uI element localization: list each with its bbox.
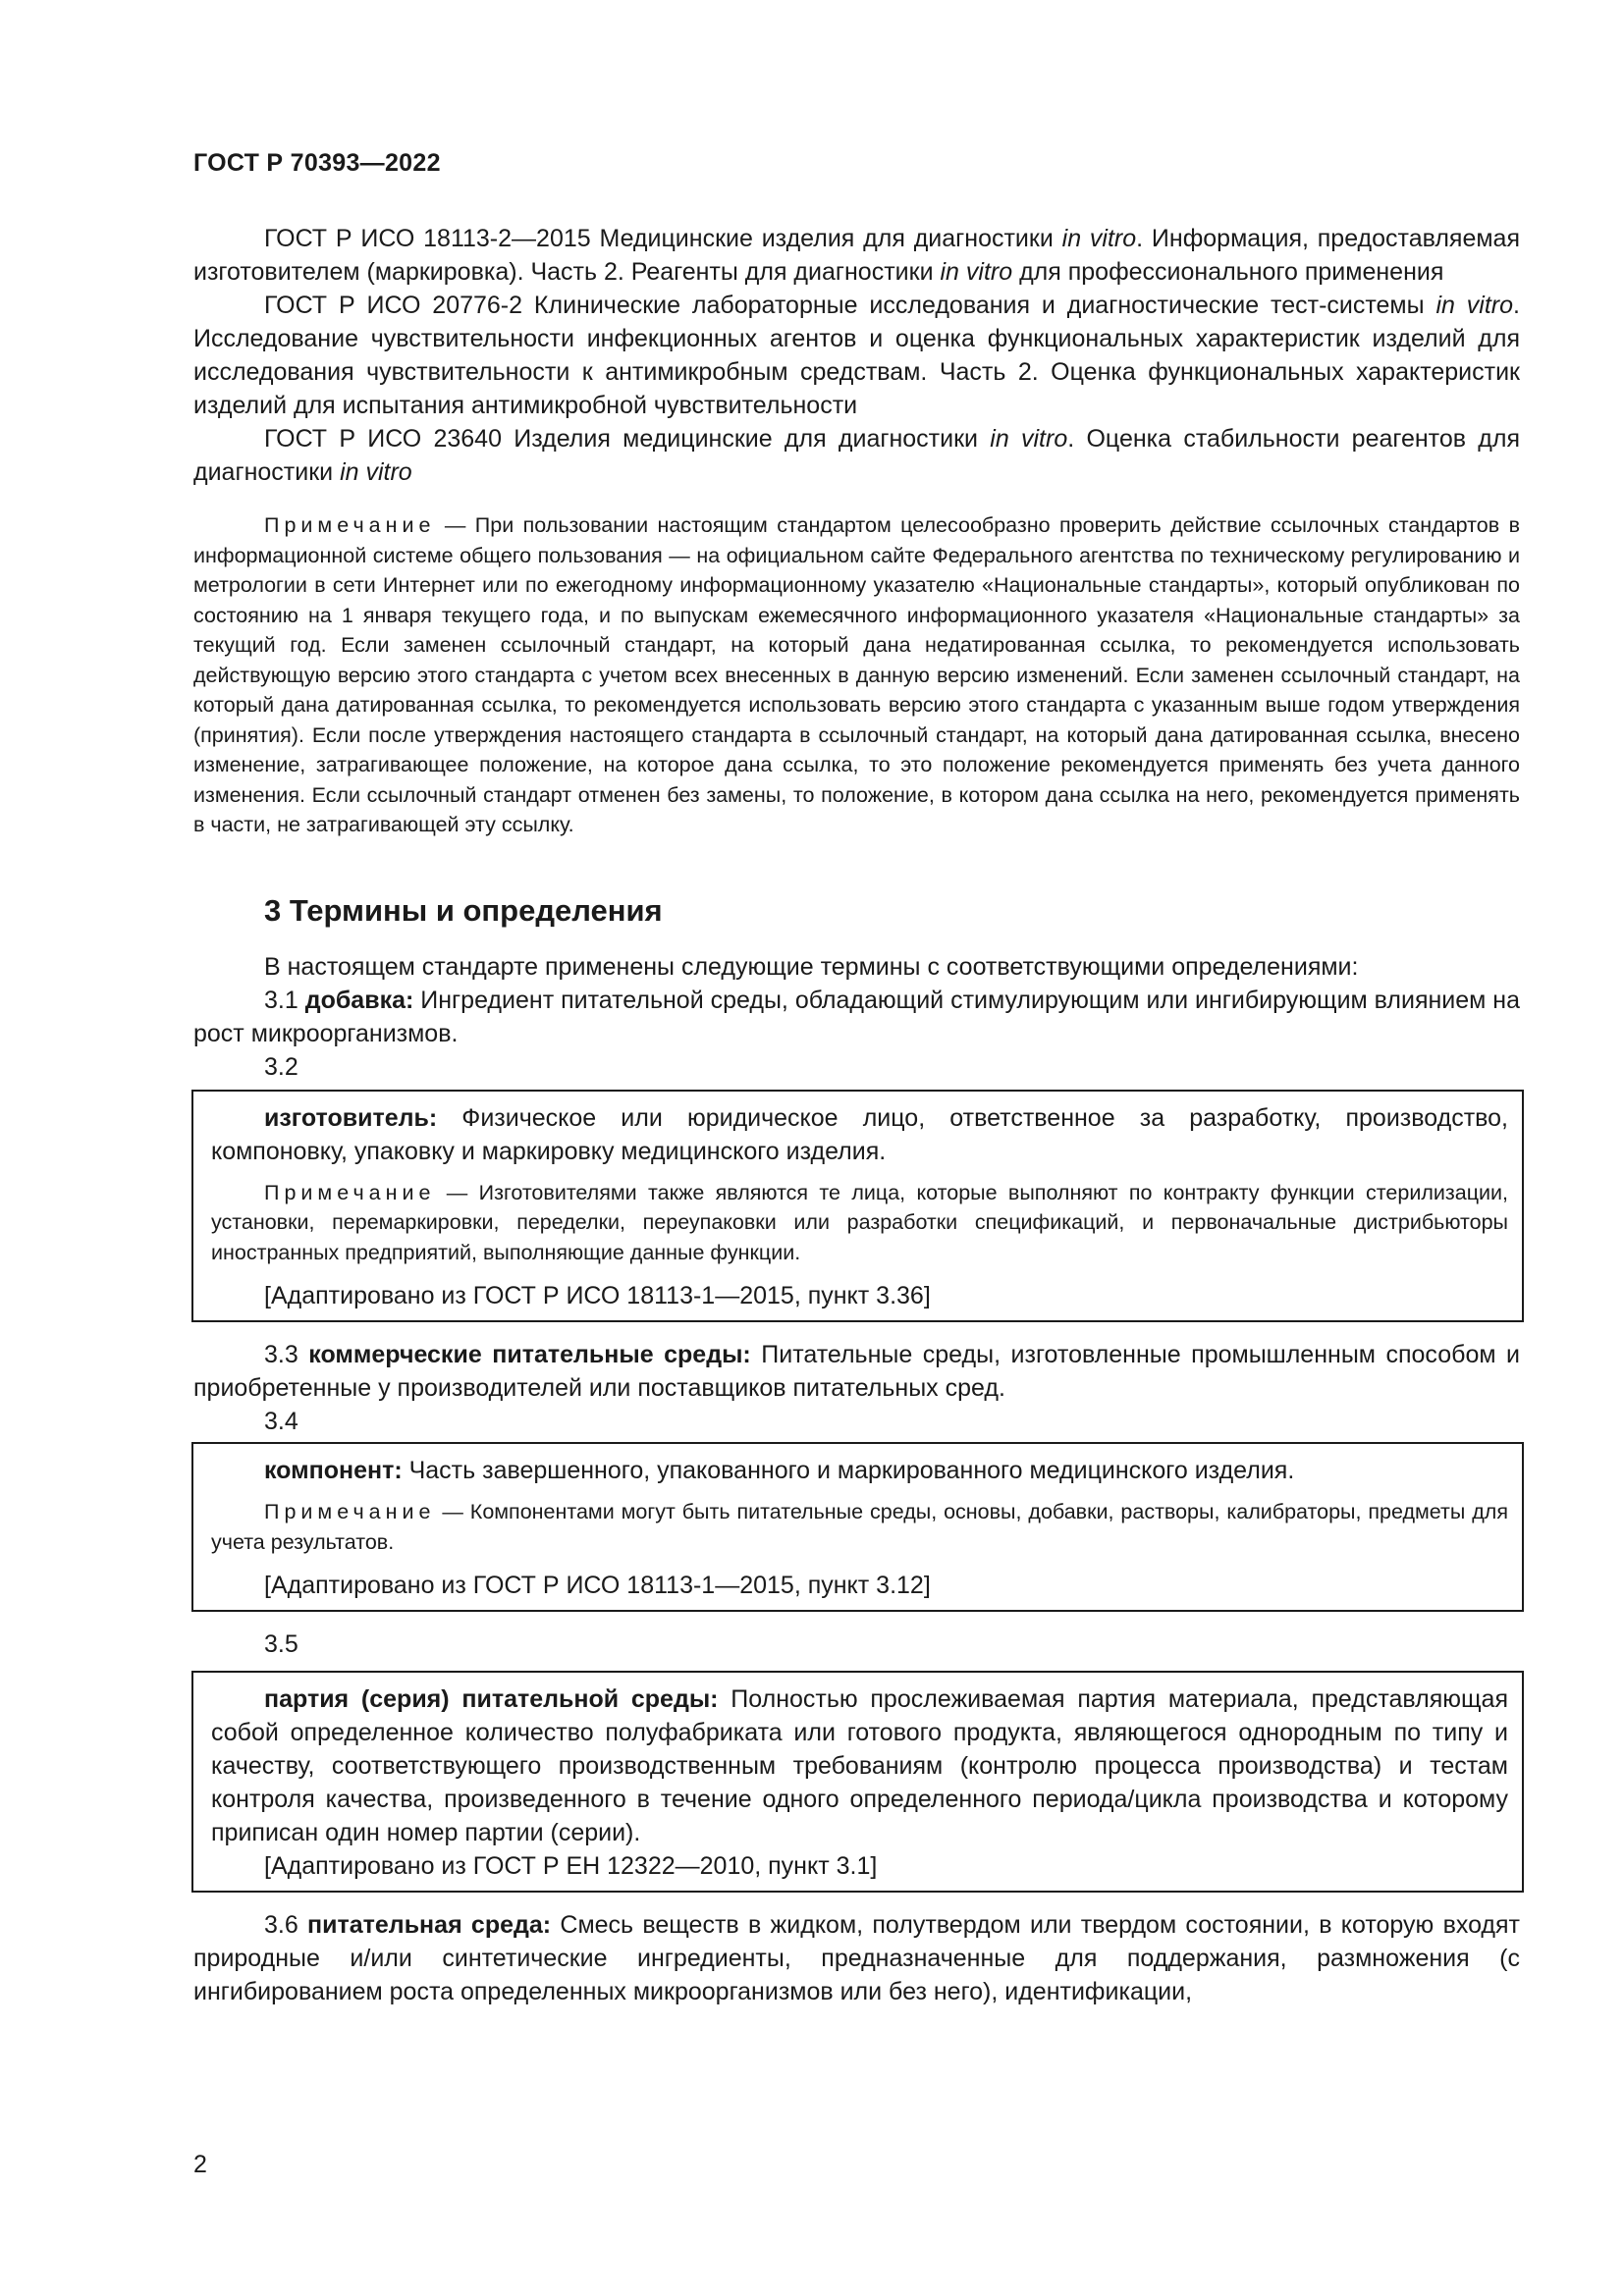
term-definition: Полностью прослеживаемая партия материала, представляющая собой определенное количество полуфабриката или готового продукта, являющегося однородным по типу и качеству, соответствующего производственным требованиям (контролю процесса производства) и тестам контроля качества, произведенного в течение одного определенного периода/цикла производства и которому приписан один номер партии (серии). [211,1685,1508,1846]
term-box-3-4 [191,1442,1524,1612]
term-3-3 [193,1338,1520,1405]
term-3-6 [193,1908,1520,2008]
term-number: 3.1 [264,986,305,1014]
term-name: коммерческие питательные среды: [308,1341,751,1368]
term-entry [211,1682,1508,1849]
term-number: 3.5 [264,1630,298,1658]
term-number: 3.3 [264,1341,309,1368]
note-label: Примечание [264,513,436,537]
ref-text: . Исследование чувствительности инфекционных агентов и оценка функциональных характеристик изделий для исследования чувствительности к антимикробным средствам. Часть 2. Оценка функциональных характеристик изделий для испытания антимикробной чувствительности [193,292,1520,419]
note-text: — Компонентами могут быть питательные среды, основы, добавки, растворы, калибраторы, предметы для учета результатов. [211,1500,1508,1554]
term-name: компонент: [264,1457,403,1484]
term-definition: Смесь веществ в жидком, полутвердом или твердом состоянии, в которую входят природные и/или синтетические ингредиенты, предназначенные для поддержания, размножения (с ингибированием роста определенных микроорганизмов или без него), идентификации, [193,1911,1520,2005]
term-number: 3.4 [264,1408,298,1435]
term-entry [211,1101,1508,1168]
term-definition: Часть завершенного, упакованного и маркированного медицинского изделия. [402,1457,1295,1484]
note-paragraph [193,510,1520,840]
term-3-1 [193,984,1520,1050]
ref-italic: in vitro [1061,225,1137,252]
note-text: — При пользовании настоящим стандартом целесообразно проверить действие ссылочных стандартов в информационной системе общего пользования — на официальном сайте Федерального агентства по техническому регулированию и метрологии в сети Интернет или по ежегодному информационному указателю «Национальные стандарты», который опубликован по состоянию на 1 января текущего года, и по выпускам ежемесячного информационного указателя «Национальные стандарты» за текущий год. Если заменен ссылочный стандарт, на который дана недатированная ссылка, то рекомендуется использовать действующую версию этого стандарта с учетом всех внесенных в данную версию изменений. Если заменен ссылочный стандарт, на который дана датированная ссылка, то рекомендуется использовать версию этого стандарта с указанным выше годом утверждения (принятия). Если после утверждения настоящего стандарта в ссылочный стандарт, на который дана датированная ссылка, внесено изменение, затрагивающее положение, на которое дана ссылка, то это положение рекомендуется применять без учета данного изменения. Если ссылочный стандарт отменен без замены, то положение, в котором дана ссылка на него, рекомендуется применять в части, не затрагивающей эту ссылку. [193,513,1520,836]
term-box-3-5 [191,1671,1524,1893]
ref-italic: in vitro [990,425,1068,453]
section-intro: В настоящем стандарте применены следующие термины с соответствующими определениями: [264,952,1359,981]
ref-text: ГОСТ Р ИСО 20776-2 Клинические лабораторные исследования и диагностические тест-системы [264,292,1436,319]
ref-italic: in vitro [340,458,412,486]
term-source: [Адаптировано из ГОСТ Р ИСО 18113-1—2015, пункт 3.36] [264,1282,931,1309]
page-content [193,222,1520,2008]
note-text: — Изготовителями также являются те лица, которые выполняют по контракту функции стерилизации, установки, перемаркировки, переделки, переупаковки или разработки спецификаций, и первоначальные дистрибьюторы иностранных предприятий, выполняющие данные функции. [211,1180,1508,1264]
ref-text: ГОСТ Р ИСО 23640 Изделия медицинские для диагностики [264,425,991,453]
term-number: 3.2 [264,1052,298,1081]
normative-reference [193,422,1520,489]
note-label: Примечание [264,1180,436,1204]
ref-text: . Информация, предоставляемая изготовителем (маркировка). Часть 2. Реагенты для диагностики [193,225,1520,286]
document-header-code: ГОСТ Р 70393—2022 [193,149,441,177]
page-number: 2 [193,2151,207,2178]
section-heading: 3 Термины и определения [264,892,663,928]
term-source: [Адаптировано из ГОСТ Р ИСО 18113-1—2015, пункт 3.12] [264,1572,931,1599]
normative-reference [193,222,1520,289]
term-name: добавка: [304,986,414,1014]
term-number: 3.6 [264,1911,308,1939]
ref-text: ГОСТ Р ИСО 18113-2—2015 Медицинские изделия для диагностики [264,225,1062,252]
ref-text: для профессионального применения [1012,258,1444,286]
term-name: изготовитель: [264,1103,438,1132]
term-name: партия (серия) питательной среды: [264,1685,719,1713]
term-box-3-2 [191,1090,1524,1323]
normative-reference [193,289,1520,422]
note-paragraph [211,1497,1508,1557]
ref-italic: in vitro [940,258,1013,286]
term-source: [Адаптировано из ГОСТ Р ЕН 12322—2010, пункт 3.1] [264,1852,878,1880]
term-definition: Ингредиент питательной среды, обладающий стимулирующим или ингибирующим влиянием на рост микроорганизмов. [193,986,1521,1047]
ref-italic: in vitro [1435,292,1514,319]
term-name: питательная среда: [307,1911,552,1939]
note-label: Примечание [264,1500,436,1523]
note-paragraph [211,1178,1508,1268]
term-definition: Физическое или юридическое лицо, ответственное за разработку, производство, компоновку, упаковку и маркировку медицинского изделия. [211,1103,1508,1165]
term-entry [211,1454,1508,1487]
term-definition: Питательные среды, изготовленные промышленным способом и приобретенные у производителей или поставщиков питательных сред. [193,1341,1521,1402]
ref-text: . Оценка стабильности реагентов для диагностики [193,425,1521,486]
